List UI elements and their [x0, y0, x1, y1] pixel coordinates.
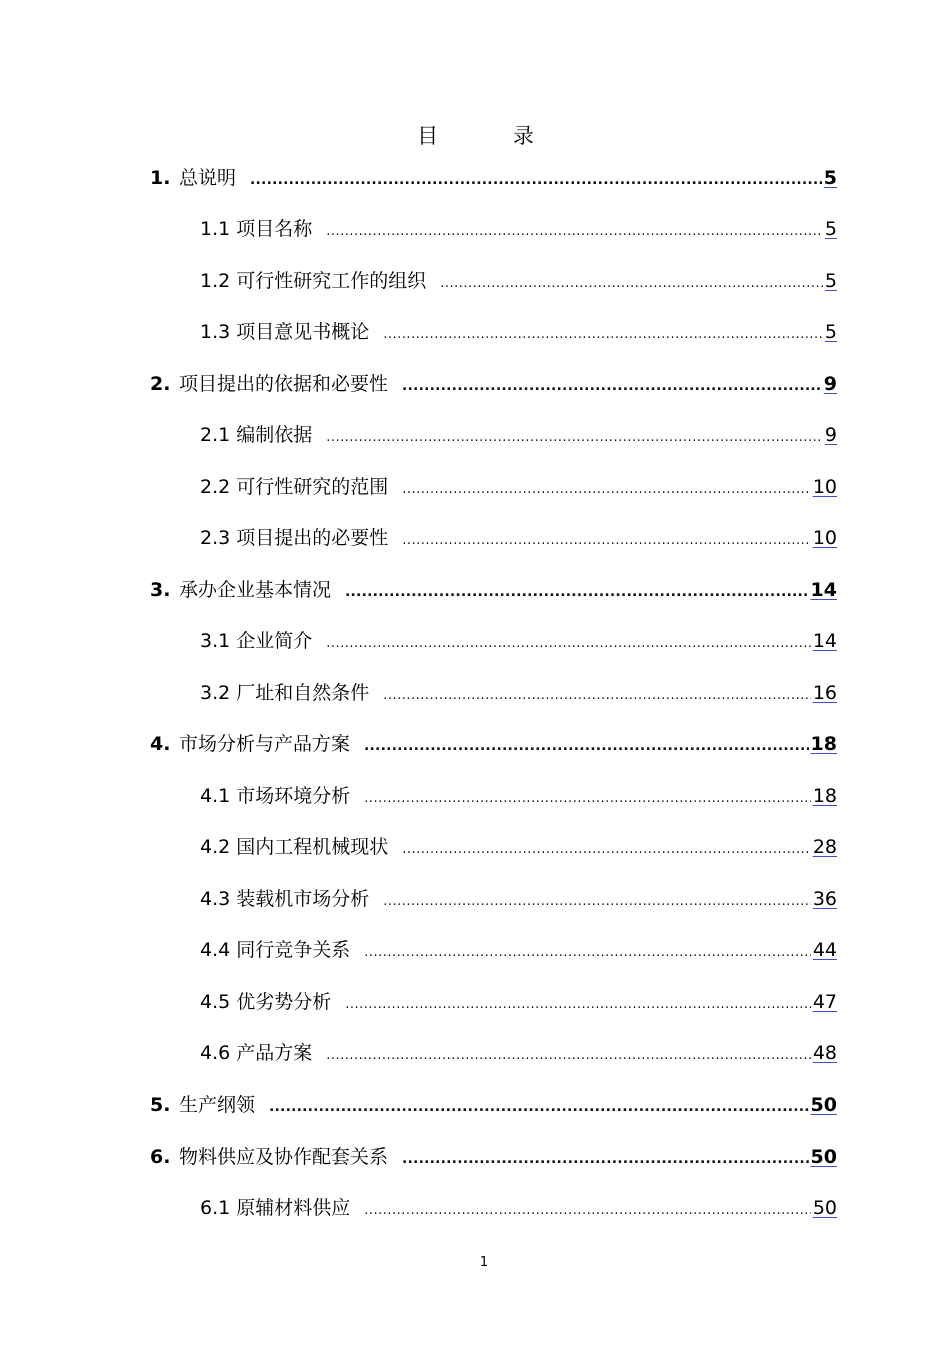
toc-entry-number: 1.	[150, 167, 171, 189]
toc-entry-page-link[interactable]: 14	[810, 579, 837, 601]
toc-entry-page-link[interactable]: 28	[812, 836, 837, 858]
toc-entry-number: 6.	[150, 1146, 171, 1168]
toc-entry-page-link[interactable]: 5	[823, 167, 837, 189]
toc-entry-page-link[interactable]: 9	[823, 373, 837, 395]
toc-entry-label: 装载机市场分析	[236, 888, 370, 910]
toc-entry-label: 市场环境分析	[236, 785, 351, 807]
toc-entry[interactable]	[200, 523, 837, 559]
dot-leader	[440, 276, 823, 291]
toc-entry-page-link[interactable]: 44	[812, 939, 837, 961]
toc-entry[interactable]	[200, 472, 837, 508]
toc-entry[interactable]	[150, 163, 837, 199]
toc-entry-number: 2.3	[200, 527, 231, 549]
toc-entry-number: 4.1	[200, 785, 231, 807]
toc-entry[interactable]	[200, 935, 837, 971]
toc-entry-label: 项目提出的必要性	[236, 527, 389, 549]
toc-entry[interactable]	[200, 214, 837, 250]
toc-entry-number: 6.1	[200, 1197, 231, 1219]
toc-entry[interactable]	[200, 317, 837, 353]
toc-entry-label: 产品方案	[236, 1042, 313, 1064]
dot-leader	[364, 738, 809, 754]
toc-entry-label: 市场分析与产品方案	[179, 733, 351, 755]
toc-title: 目 录	[417, 124, 568, 148]
toc-entry-number: 4.	[150, 733, 171, 755]
toc-entry-number: 4.2	[200, 836, 231, 858]
dot-leader	[326, 1048, 811, 1063]
toc-entry-number: 4.6	[200, 1042, 231, 1064]
toc-entry-label: 可行性研究的范围	[236, 476, 389, 498]
dot-leader	[402, 1151, 809, 1167]
toc-entry-number: 3.2	[200, 682, 231, 704]
toc-entry-number: 1.1	[200, 218, 231, 240]
toc-entry-page-link[interactable]: 50	[810, 1146, 837, 1168]
dot-leader	[326, 636, 811, 651]
toc-entry-label: 原辅材料供应	[236, 1197, 351, 1219]
toc-entry-number: 1.2	[200, 270, 231, 292]
toc-entry[interactable]	[200, 678, 837, 714]
toc-entry[interactable]	[200, 987, 837, 1023]
toc-entry[interactable]	[150, 369, 837, 405]
toc-entry-number: 4.5	[200, 991, 231, 1013]
dot-leader	[383, 688, 811, 703]
toc-entry-page-link[interactable]: 5	[824, 218, 837, 240]
toc-entry-page-link[interactable]: 10	[812, 527, 837, 549]
toc-entry-label: 企业简介	[236, 630, 313, 652]
toc-entry-number: 2.2	[200, 476, 231, 498]
toc-entry-label: 承办企业基本情况	[179, 579, 332, 601]
toc-entry-page-link[interactable]: 5	[824, 321, 837, 343]
dot-leader	[364, 1203, 811, 1218]
toc-entry-label: 国内工程机械现状	[236, 836, 389, 858]
toc-entry-page-link[interactable]: 50	[812, 1197, 837, 1219]
dot-leader	[364, 791, 811, 806]
toc-entry-label: 物料供应及协作配套关系	[179, 1146, 389, 1168]
toc-entry-page-link[interactable]: 16	[812, 682, 837, 704]
toc-entry-number: 3.1	[200, 630, 231, 652]
toc-entry-number: 2.	[150, 373, 171, 395]
toc-entry-page-link[interactable]: 14	[812, 630, 837, 652]
dot-leader	[345, 584, 809, 600]
toc-entry[interactable]	[200, 266, 837, 302]
toc-entry-label: 项目意见书概论	[236, 321, 370, 343]
toc-entry-label: 编制依据	[236, 424, 313, 446]
toc-entry-number: 4.3	[200, 888, 231, 910]
page-number: 1	[479, 1255, 489, 1270]
toc-entry[interactable]	[200, 1193, 837, 1229]
toc-entry-page-link[interactable]: 9	[824, 424, 837, 446]
dot-leader	[402, 842, 811, 857]
toc-entry-page-link[interactable]: 18	[810, 733, 837, 755]
toc-entry-label: 总说明	[179, 167, 237, 189]
toc-entry[interactable]	[150, 729, 837, 765]
toc-entry-page-link[interactable]: 36	[812, 888, 837, 910]
toc-entry-label: 可行性研究工作的组织	[236, 270, 427, 292]
toc-entry-number: 1.3	[200, 321, 231, 343]
dot-leader	[383, 894, 811, 909]
toc-entry-label: 项目提出的依据和必要性	[179, 373, 389, 395]
toc-entry-number: 2.1	[200, 424, 231, 446]
toc-entry-number: 3.	[150, 579, 171, 601]
toc-entry-number: 5.	[150, 1094, 171, 1116]
toc-entry[interactable]	[200, 781, 837, 817]
toc-entry[interactable]	[200, 1038, 837, 1074]
dot-leader	[250, 172, 822, 188]
toc-entry-page-link[interactable]: 48	[812, 1042, 837, 1064]
toc-entry-label: 项目名称	[236, 218, 313, 240]
toc-entry-page-link[interactable]: 5	[824, 270, 837, 292]
dot-leader	[383, 327, 823, 342]
dot-leader	[402, 378, 822, 394]
dot-leader	[326, 430, 823, 445]
dot-leader	[364, 945, 811, 960]
dot-leader	[269, 1099, 809, 1115]
dot-leader	[402, 533, 811, 548]
toc-entry[interactable]	[150, 1142, 837, 1178]
toc-entry-page-link[interactable]: 10	[812, 476, 837, 498]
toc-entry[interactable]	[150, 1090, 837, 1126]
toc-entry-number: 4.4	[200, 939, 231, 961]
dot-leader	[402, 482, 811, 497]
toc-entry[interactable]	[200, 420, 837, 456]
toc-entry-page-link[interactable]: 50	[810, 1094, 837, 1116]
dot-leader	[345, 997, 811, 1012]
dot-leader	[326, 224, 823, 239]
toc-entry[interactable]	[200, 884, 837, 920]
toc-entry[interactable]	[200, 832, 837, 868]
toc-entry-label: 同行竞争关系	[236, 939, 351, 961]
toc-entry-label: 厂址和自然条件	[236, 682, 370, 704]
toc-entry-page-link[interactable]: 47	[812, 991, 837, 1013]
toc-entry-page-link[interactable]: 18	[812, 785, 837, 807]
toc-entry-label: 生产纲领	[179, 1094, 256, 1116]
toc-entry-label: 优劣势分析	[236, 991, 332, 1013]
toc-entry[interactable]	[200, 626, 837, 662]
toc-entry[interactable]	[150, 575, 837, 611]
